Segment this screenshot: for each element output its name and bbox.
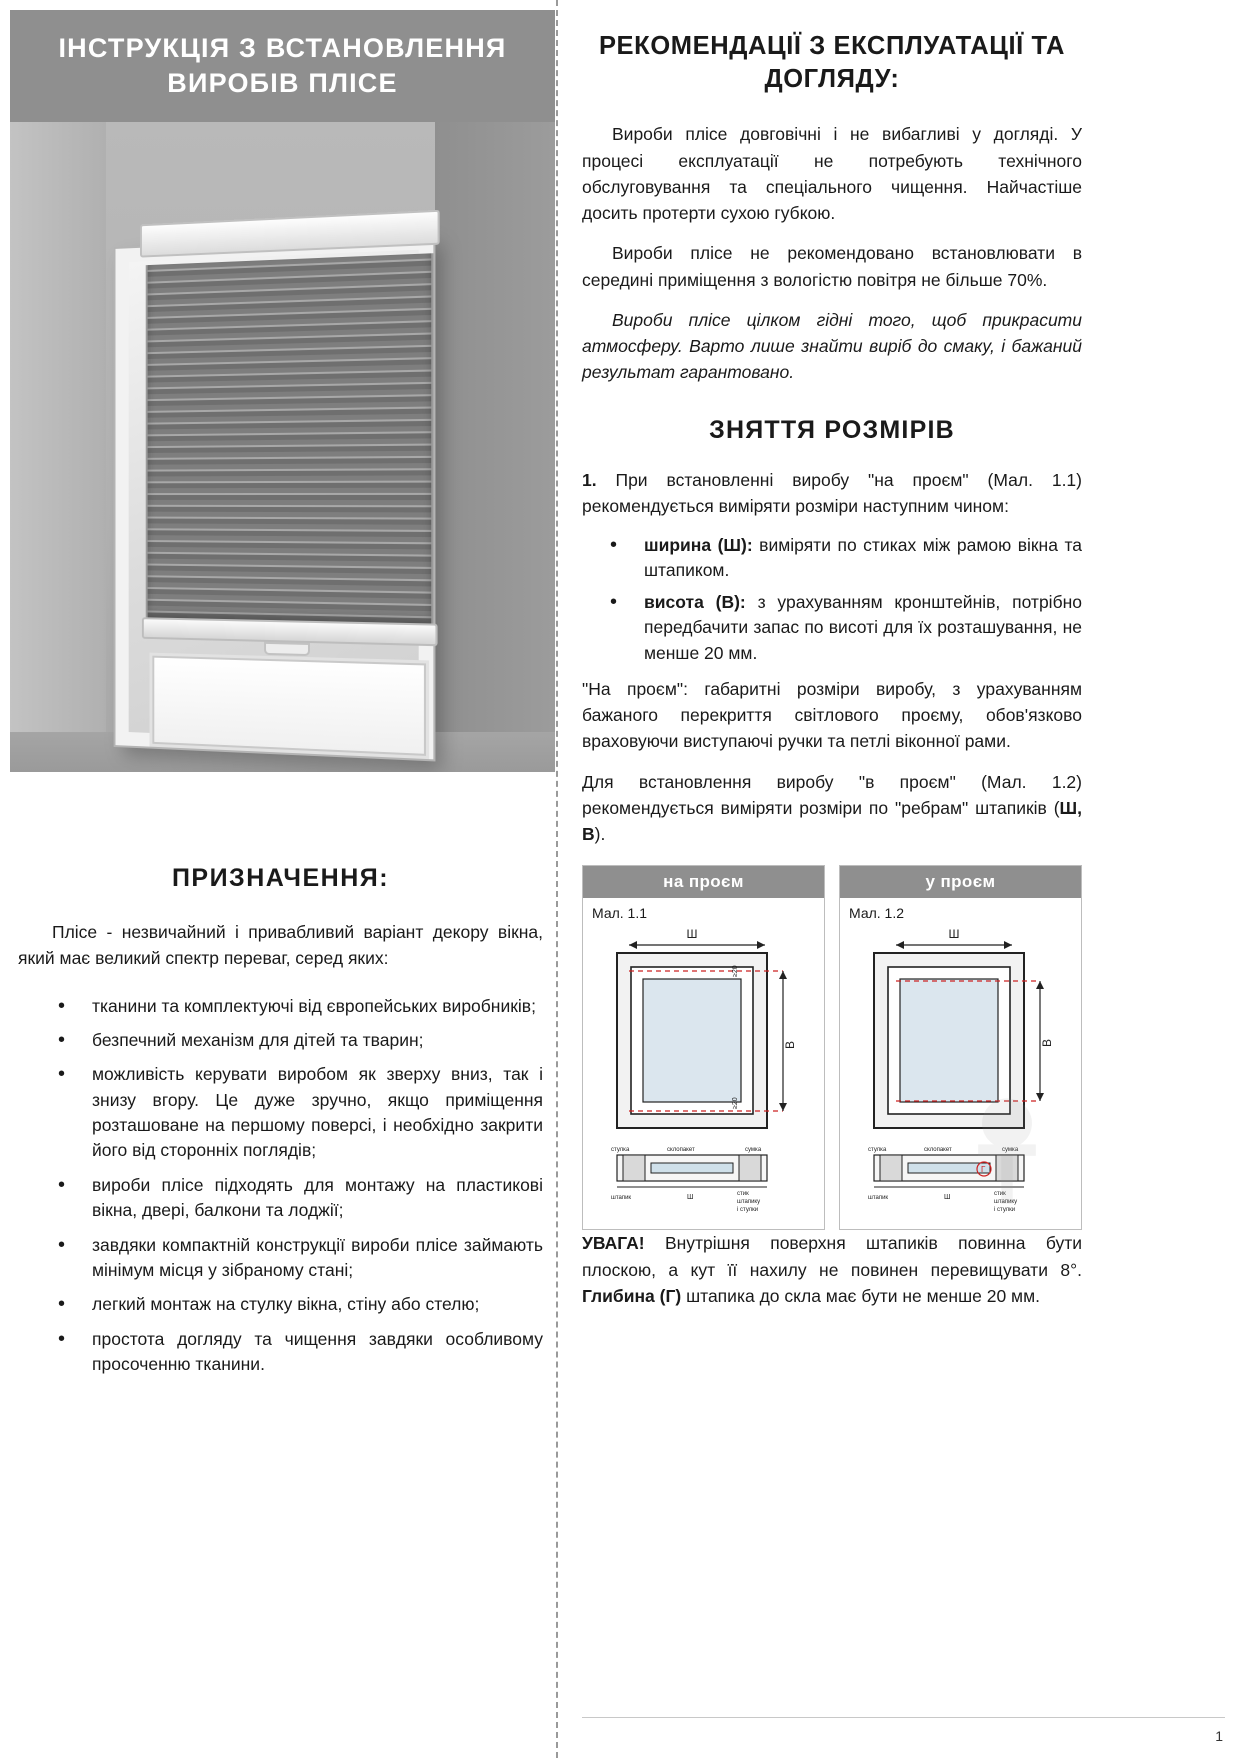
svg-text:склопакет: склопакет [924, 1147, 952, 1154]
window-frame [115, 235, 433, 760]
attention-note [582, 1230, 1082, 1309]
blind-pleated-fabric [146, 253, 434, 623]
window-lower-opening [150, 653, 430, 759]
measure-paragraph-5a: Для встановлення виробу "в проєм" (Мал. 1.2) рекомендується виміряти розміри по "ребрам" штапиків ( [582, 771, 1082, 818]
left-column [10, 10, 555, 1750]
figure-1-label: Мал. 1.1 [592, 905, 648, 922]
product-photo [10, 122, 555, 772]
list-item [582, 590, 1082, 666]
list-item: • простота догляду та чищення завдяки особливому просоченню тканини. [18, 1327, 543, 1378]
measure-paragraph-4: "На проєм": габаритні розміри виробу, з урахуванням бажаного перекриття світлового проєму, обов'язково враховуючи виступаючі ручки та петлі віконної рами. [582, 678, 1082, 752]
purpose-section [10, 864, 555, 1377]
list-item: • вироби пліcе підходять для монтажу на пластикові вікна, двері, балкони та лоджії; [18, 1173, 543, 1224]
svg-text:Ш: Ш [687, 1194, 694, 1202]
svg-text:сумка: сумка [745, 1147, 762, 1154]
measure-paragraph-5 [582, 769, 1082, 848]
svg-text:≥20: ≥20 [732, 1097, 739, 1110]
figure-1-drawing [587, 923, 820, 1223]
svg-text:стулка: стулка [868, 1147, 887, 1154]
purpose-title: ПРИЗНАЧЕННЯ: [171, 864, 390, 892]
svg-text:і стулки: і стулки [737, 1207, 759, 1214]
attention-lead: УВАГА! [582, 1233, 645, 1254]
list-item [582, 533, 1082, 584]
list-item: • безпечний механізм для дітей та тварин; [18, 1028, 543, 1053]
svg-text:стик: стик [737, 1191, 749, 1198]
measure-intro-text: При встановленні виробу "на проєм" (Мал. 1.1) рекомендується виміряти розміри наступним чином: [582, 469, 1082, 516]
care-recommendations-title: РЕКОМЕНДАЦІЇ З ЕКСПЛУАТАЦІЇ ТА ДОГЛЯДУ: [598, 32, 1066, 93]
attention-depth-term: Глибина (Г) [582, 1285, 682, 1306]
svg-text:склопакет: склопакет [667, 1147, 695, 1154]
figure-2-drawing [844, 923, 1077, 1223]
list-item: • тканини та комплектуючі від європейських виробників; [18, 994, 543, 1019]
figure-2-head: у проєм [840, 866, 1081, 898]
instruction-header-banner [10, 10, 555, 122]
measure-paragraph-5-symbols: Ш, В [582, 797, 1082, 845]
attention-text-a: Внутрішня поверхня штапиків повинна бути плоскою, а кут її нахилу не повинен перевищувати 8°. [582, 1233, 1082, 1280]
figure-u-proem [839, 865, 1082, 1230]
svg-text:сумка: сумка [1002, 1147, 1019, 1154]
svg-text:стулка: стулка [611, 1147, 630, 1154]
list-item: • можливість керувати виробом як зверху вниз, так і знизу вгору. Це дуже зручно, якщо приміщення розташоване на першому поверсі, і необхідно закрити його від сторонніх поглядів; [18, 1062, 543, 1164]
footer-rule [582, 1717, 1225, 1718]
svg-text:В: В [783, 1041, 797, 1050]
figure-2-label: Мал. 1.2 [849, 905, 905, 922]
purpose-intro: Пліcе - незвичайний і привабливий варіант декору вікна, який має великий спектр переваг, серед яких: [18, 922, 543, 969]
column-divider [556, 0, 558, 1758]
svg-text:≥20: ≥20 [732, 965, 739, 978]
measure-paragraph-5c: ). [594, 824, 606, 845]
svg-text:штапику: штапику [994, 1199, 1018, 1206]
page-number: 1 [1215, 1728, 1223, 1744]
svg-text:Г: Г [981, 1165, 986, 1175]
list-item: • завдяки компактній конструкції вироби пліcе займають мінімум місця у зібраному стані; [18, 1233, 543, 1284]
care-paragraph-1: Вироби пліcе довговічні і не вибагливі у догляді. У процесі експлуатації не потребують технічного обслуговування та спеціального чищення. Найчастіше досить протерти сухою губкою. [582, 124, 1082, 223]
attention-text-b: штапика до скла має бути не менше 20 мм. [681, 1285, 1040, 1306]
care-paragraph-3: Вироби пліcе цілком гідні того, щоб прикрасити атмосферу. Варто лише знайти виріб до смаку, і бажаний результат гарантовано. [582, 309, 1082, 383]
list-item: • легкий монтаж на стулку вікна, стіну або стелю; [18, 1292, 543, 1317]
figure-1-head: на проєм [583, 866, 824, 898]
instruction-header-title: ІНСТРУКЦІЯ З ВСТАНОВЛЕННЯ ВИРОБІВ ПЛІСЕ [58, 32, 507, 98]
svg-text:Ш: Ш [948, 927, 960, 942]
blind-handle [264, 642, 310, 656]
measure-bullet-lead: ширина (Ш): [644, 535, 753, 555]
right-column [582, 30, 1082, 1323]
svg-text:і стулки: і стулки [994, 1207, 1016, 1214]
measure-bullet-text: виміряти по стиках між рамою вікна та штапиком. [644, 535, 1082, 581]
svg-text:В: В [1040, 1039, 1054, 1048]
measure-bullets-list [582, 533, 1082, 666]
photo-wall-right [435, 122, 555, 772]
measure-intro-number: 1. [582, 469, 597, 490]
svg-text:штапик: штапик [611, 1195, 632, 1202]
svg-text:Ш: Ш [944, 1194, 951, 1202]
figure-na-proem [582, 865, 825, 1230]
figures-row [582, 865, 1082, 1230]
measurements-title: ЗНЯТТЯ РОЗМІРІВ [709, 415, 955, 444]
svg-text:стик: стик [994, 1191, 1006, 1198]
photo-wall-left [10, 122, 106, 772]
measure-bullet-text: з урахуванням кронштейнів, потрібно передбачити запас по висоті для їх розташування, не менше 20 мм. [644, 591, 1082, 663]
measure-intro [582, 467, 1082, 520]
svg-text:Ш: Ш [686, 927, 698, 942]
svg-text:штапику: штапику [737, 1199, 761, 1206]
care-paragraph-2: Вироби пліcе не рекомендовано встановлювати в середині приміщення з вологістю повітря не більше 70%. [582, 243, 1082, 290]
svg-text:штапик: штапик [868, 1195, 889, 1202]
purpose-advantages-list [18, 994, 543, 1378]
measure-bullet-lead: висота (В): [644, 591, 746, 612]
